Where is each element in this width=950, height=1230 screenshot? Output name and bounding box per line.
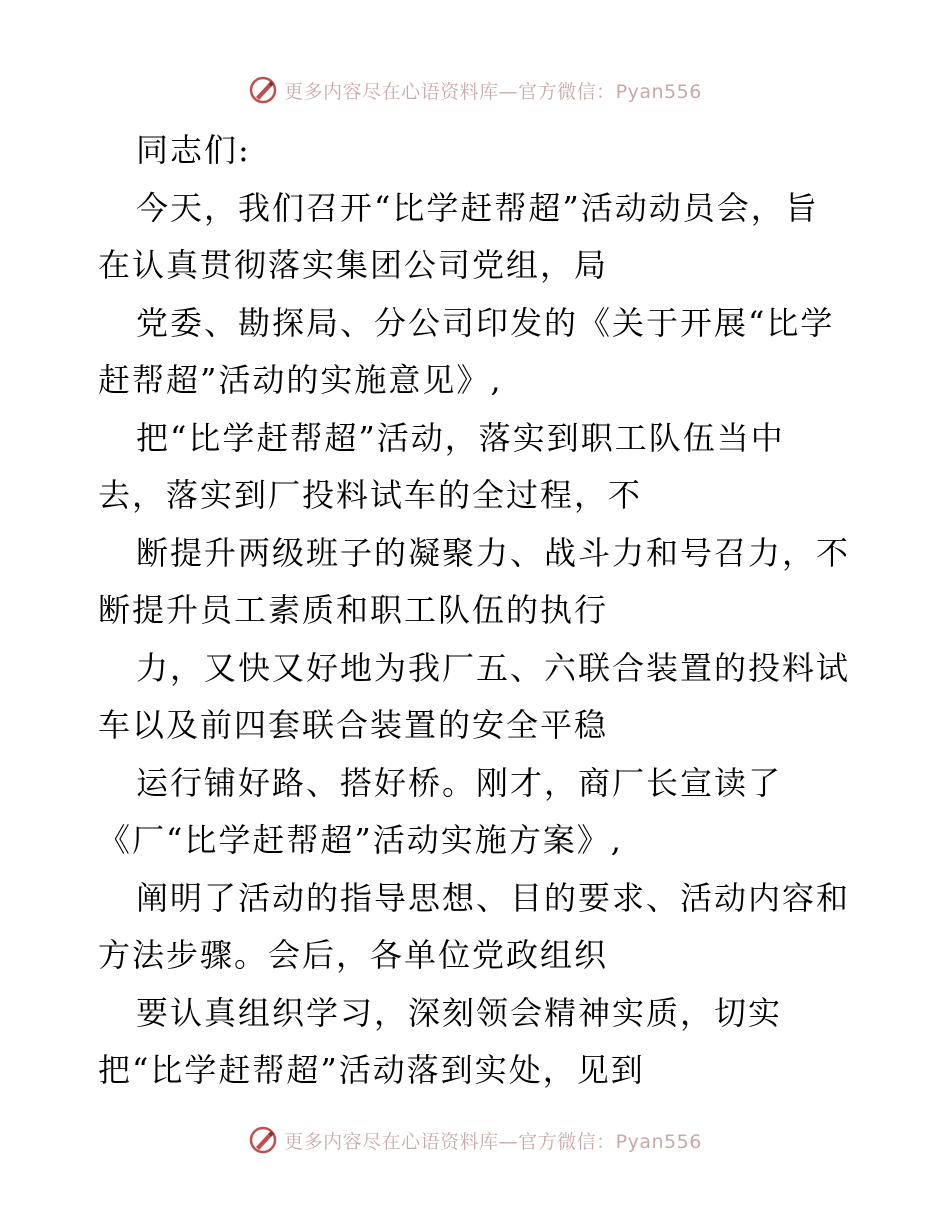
text-line: 阐明了活动的指导思想、目的要求、活动内容和 (136, 878, 851, 917)
pen-circle-logo-icon (248, 75, 278, 105)
text-line: 运行铺好路、搭好桥。刚才，商厂长宣读了 (136, 763, 783, 802)
watermark-text: 更多内容尽在心语资料库—官方微信：Pyan556 (284, 80, 702, 103)
text-line: 在认真贯彻落实集团公司党组，局 (98, 246, 609, 284)
text-line: 赶帮超”活动的实施意见》, (98, 361, 503, 399)
text-line: 车以及前四套联合装置的安全平稳 (98, 706, 609, 744)
text-line: 要认真组织学习，深刻领会精神实质，切实 (136, 993, 783, 1032)
text-line: 《厂“比学赶帮超”活动实施方案》, (98, 821, 623, 859)
document-body (98, 122, 858, 1100)
footer-watermark (0, 1120, 950, 1160)
text-line: 把“比学赶帮超”活动落到实处，见到 (98, 1051, 645, 1089)
text-line: 去，落实到厂投料试车的全过程，不 (98, 476, 643, 514)
pen-circle-logo-icon (248, 1125, 278, 1155)
text-line: 断提升员工素质和职工队伍的执行 (98, 591, 609, 629)
text-line: 同志们: (136, 131, 251, 169)
watermark-text: 更多内容尽在心语资料库—官方微信：Pyan556 (284, 1130, 702, 1153)
text-line: 党委、勘探局、分公司印发的《关于开展“比学 (136, 303, 835, 342)
text-line: 方法步骤。会后，各单位党政组织 (98, 936, 609, 974)
text-line: 力，又快又好地为我厂五、六联合装置的投料试 (136, 648, 851, 687)
text-line: 把“比学赶帮超”活动，落实到职工队伍当中 (136, 418, 785, 457)
text-line: 今天，我们召开“比学赶帮超”活动动员会，旨 (136, 188, 819, 227)
header-watermark (0, 70, 950, 110)
text-line: 断提升两级班子的凝聚力、战斗力和号召力，不 (136, 533, 851, 572)
